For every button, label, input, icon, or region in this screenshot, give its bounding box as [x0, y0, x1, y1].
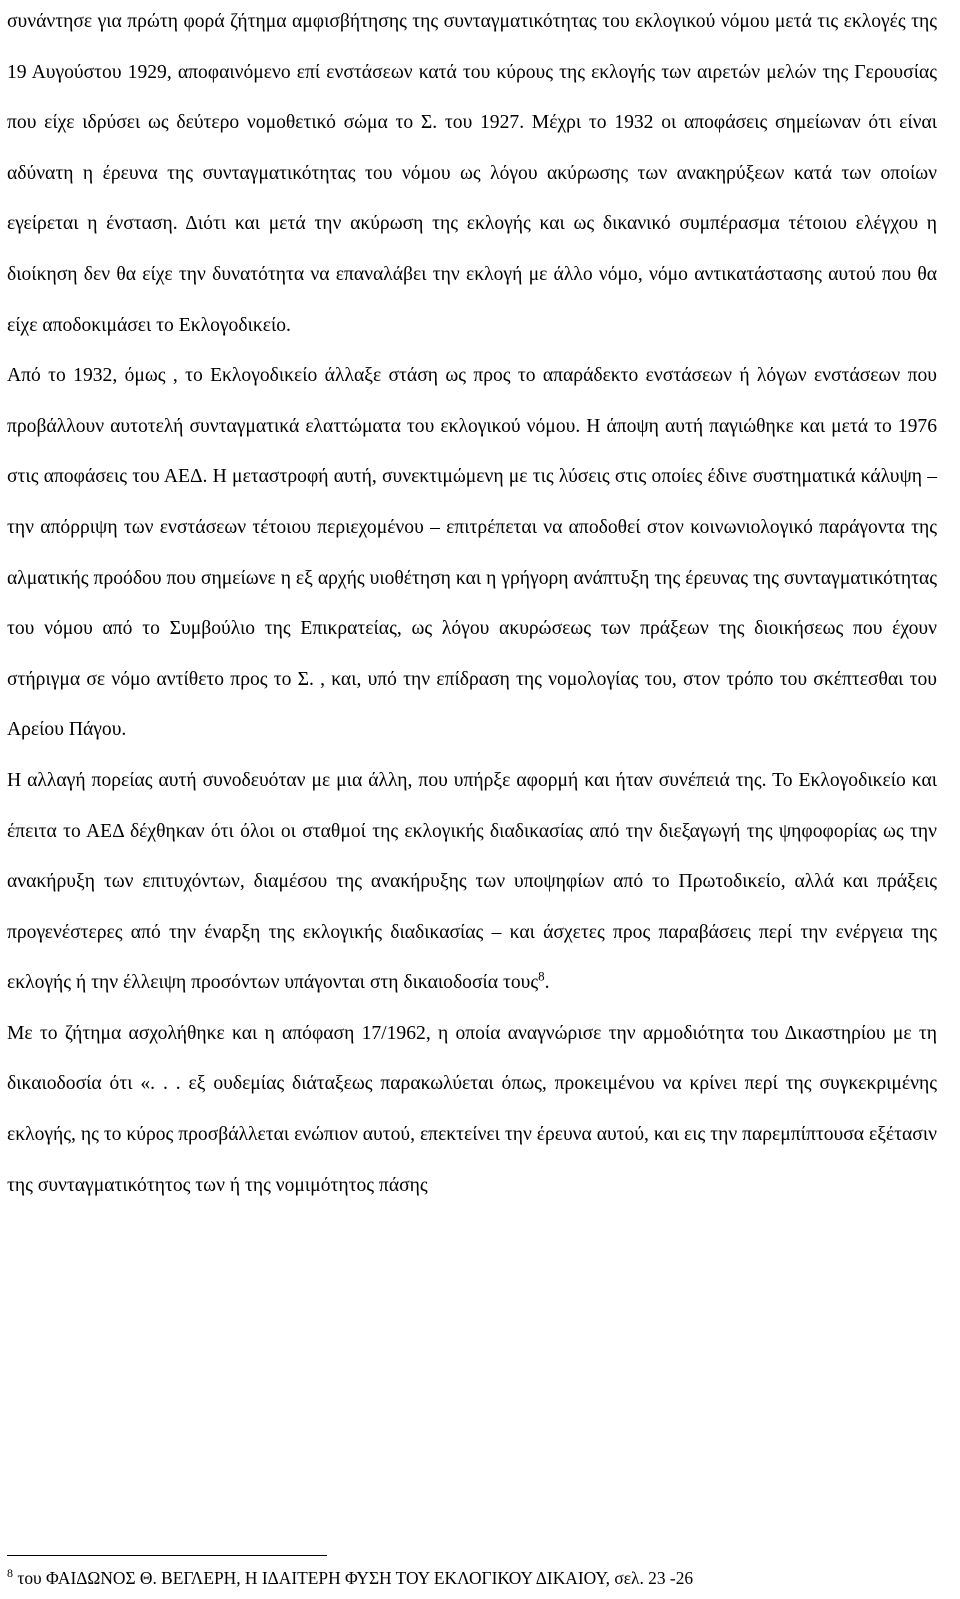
paragraph-3 [7, 756, 937, 1009]
paragraph-2: Από το 1932, όμως , το Εκλογοδικείο άλλαξε στάση ως προς το απαράδεκτο ενστάσεων ή λόγων ενστάσεων που προβάλλουν αυτοτελή συνταγματικά ελαττώματα του εκλογικού νόμου. Η άποψη αυτή παγιώθηκε και μετά το 1976 στις αποφάσεις του ΑΕΔ. Η μεταστροφή αυτή, συνεκτιμώμενη με τις λύσεις στις οποίες έδινε συστηματικά κάλυψη – την απόρριψη των ενστάσεων τέτοιου περιεχομένου – επιτρέπεται να αποδοθεί στον κοινωνιολογικό παράγοντα της αλματικής προόδου που σημείωνε η εξ αρχής υιοθέτηση και η γρήγορη ανάπτυξη της έρευνας της συνταγματικότητας του νόμου από το Συμβούλιο της Επικρατείας, ως λόγου ακυρώσεως των πράξεων της διοικήσεως που έχουν στήριγμα σε νόμο αντίθετο προς το Σ. , και, υπό την επίδραση της νομολογίας του, στον τρόπο του σκέπτεσθαι του Αρείου Πάγου. [7, 365, 937, 741]
paragraph-3-text: Η αλλαγή πορείας αυτή συνοδευόταν με μια άλλη, που υπήρξε αφορμή και ήταν συνέπειά της. Το Εκλογοδικείο και έπειτα το ΑΕΔ δέχθηκαν ότι όλοι οι σταθμοί της εκλογικής διαδικασίας από την διεξαγωγή της ψηφοφορίας ως την ανακήρυξη των επιτυχόντων, διαμέσου της ανακήρυξης των υποψηφίων από το Πρωτοδικείο, αλλά και πράξεις προγενέστερες από την έναρξη της εκλογικής διαδικασίας – και άσχετες προς παραβάσεις περί την ενέργεια της εκλογής ή την έλλειψη προσόντων υπάγονται στη δικαιοδοσία τους [7, 769, 937, 994]
footnote-number: 8 [7, 1566, 13, 1581]
footnote-text: του ΦΑΙΔΩΝΟΣ Θ. ΒΕΓΛΕΡΗ, Η ΙΔΑΙΤΕΡΗ ΦΥΣΗ ΤΟΥ ΕΚΛΟΓΙΚΟΥ ΔΙΚΑΙΟΥ, σελ. 23 -26 [17, 1568, 694, 1588]
footnote-separator [7, 1555, 327, 1556]
footnote-reference[interactable]: 8 [538, 968, 545, 984]
document-page [7, 0, 937, 1211]
paragraph-1: συνάντησε για πρώτη φορά ζήτημα αμφισβήτησης της συνταγματικότητας του εκλογικού νόμου μετά τις εκλογές της 19 Αυγούστου 1929, αποφαινόμενο επί ενστάσεων κατά του κύρους της εκλογής των αιρετών μελών της Γερουσίας που είχε ιδρύσει ως δεύτερο νομοθετικό σώμα το Σ. του 1927. Μέχρι το 1932 οι αποφάσεις σημείωναν ότι είναι αδύνατη η έρευνα της συνταγματικότητας του νόμου ως λόγου ακύρωσης των ανακηρύξεων κατά των οποίων εγείρεται η ένσταση. Διότι και μετά την ακύρωση της εκλογής και ως δικανικό συμπέρασμα τέτοιου ελέγχου η διοίκηση δεν θα είχε την δυνατότητα να επαναλάβει την εκλογή με άλλο νόμο, νόμο αντικατάστασης αυτού που θα είχε αποδοκιμάσει το Εκλογοδικείο. [7, 11, 937, 336]
footnote [7, 1561, 937, 1595]
paragraph-3-end: . [544, 972, 550, 994]
paragraph-4: Με το ζήτημα ασχολήθηκε και η απόφαση 17/1962, η οποία αναγνώρισε την αρμοδιότητα του Δικαστηρίου με τη δικαιοδοσία ότι «. . . εξ ουδεμίας διάταξεως παρακωλύεται όπως, προκειμένου να κρίνει περί της συγκεκριμένης εκλογής, ης το κύρος προσβάλλεται ενώπιον αυτού, επεκτείνει την έρευνα αυτού, και εις την παρεμπίπτουσα εξέτασιν της συνταγματικότητος των ή της νομιμότητος πάσης [7, 1022, 937, 1196]
body-text [7, 0, 937, 1211]
